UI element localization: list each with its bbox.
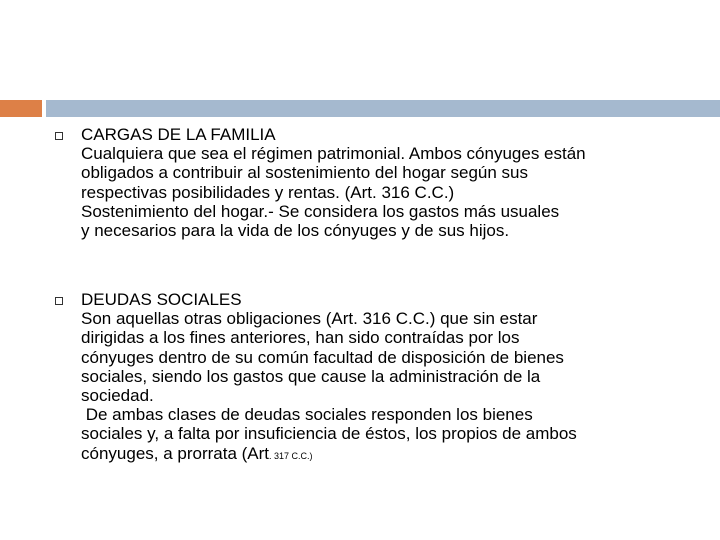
square-bullet-icon [55, 297, 63, 305]
body-line: sociales y, a falta por insuficiencia de éstos, los propios de ambos [81, 424, 577, 444]
bullet-heading: CARGAS DE LA FAMILIA [81, 125, 276, 144]
header-accent-orange [0, 100, 42, 117]
header-accent-blue [46, 100, 720, 117]
body-line: obligados a contribuir al sostenimiento del hogar según sus [81, 163, 528, 183]
square-bullet-icon [55, 132, 63, 140]
body-line: De ambas clases de deudas sociales responden los bienes [81, 405, 533, 425]
body-line: Sostenimiento del hogar.- Se considera los gastos más usuales [81, 201, 560, 221]
body-line: Cualquiera que sea el régimen patrimonial. Ambos cónyuges están [81, 144, 586, 164]
article-reference: . 317 C.C.) [269, 450, 313, 461]
body-line: respectivas posibilidades y rentas. (Art. 316 C.C.) [81, 182, 455, 202]
body-line: dirigidas a los fines anteriores, han sido contraídas por los [81, 328, 520, 348]
bullet-heading: DEUDAS SOCIALES [81, 290, 242, 309]
body-line: sociedad. [81, 386, 154, 406]
body-line: y necesarios para la vida de los cónyuges y de sus hijos. [81, 221, 510, 241]
body-line-text: cónyuges, a prorrata (Art [81, 443, 270, 463]
body-line: sociales, siendo los gastos que cause la administración de la [81, 366, 541, 386]
body-line: cónyuges dentro de su común facultad de disposición de bienes [81, 347, 564, 367]
bullet-deudas-sociales [81, 290, 706, 466]
body-line-last [81, 444, 706, 466]
body-line: Son aquellas otras obligaciones (Art. 316 C.C.) que sin estar [81, 309, 538, 329]
bullet-cargas-familia [81, 125, 706, 240]
